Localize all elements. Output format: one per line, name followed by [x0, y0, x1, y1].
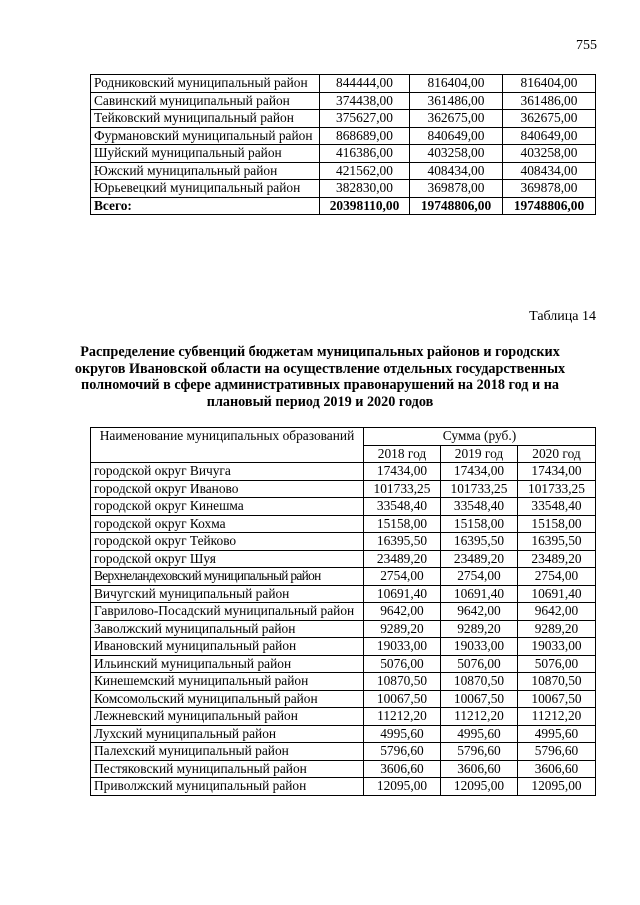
table-row — [91, 180, 596, 198]
value-2018: 844444,00 — [320, 75, 410, 93]
table-row — [91, 550, 596, 568]
value-2019: 19033,00 — [441, 638, 518, 656]
value-2019: 17434,00 — [441, 463, 518, 481]
row-name: Ивановский муниципальный район — [91, 638, 364, 656]
row-name: Савинский муниципальный район — [91, 92, 320, 110]
row-name: Южский муниципальный район — [91, 162, 320, 180]
value-2020: 369878,00 — [503, 180, 596, 198]
header-year-2018: 2018 год — [364, 445, 441, 463]
value-2020: 23489,20 — [518, 550, 596, 568]
value-2018: 382830,00 — [320, 180, 410, 198]
table-row — [91, 690, 596, 708]
value-2018: 17434,00 — [364, 463, 441, 481]
value-2020: 11212,20 — [518, 708, 596, 726]
value-2019: 5076,00 — [441, 655, 518, 673]
table-row — [91, 778, 596, 796]
value-2018: 23489,20 — [364, 550, 441, 568]
value-2020: 5796,60 — [518, 743, 596, 761]
value-2018: 5076,00 — [364, 655, 441, 673]
value-2019: 816404,00 — [410, 75, 503, 93]
table-row — [91, 620, 596, 638]
value-2018: 33548,40 — [364, 498, 441, 516]
table-body — [91, 75, 596, 198]
table-body — [91, 463, 596, 796]
value-2019: 101733,25 — [441, 480, 518, 498]
value-2019: 10691,40 — [441, 585, 518, 603]
value-2018: 416386,00 — [320, 145, 410, 163]
row-name: Кинешемский муниципальный район — [91, 673, 364, 691]
value-2019: 16395,50 — [441, 533, 518, 551]
value-2018: 10870,50 — [364, 673, 441, 691]
table-row — [91, 533, 596, 551]
value-2018: 2754,00 — [364, 568, 441, 586]
value-2018: 101733,25 — [364, 480, 441, 498]
value-2018: 11212,20 — [364, 708, 441, 726]
value-2019: 362675,00 — [410, 110, 503, 128]
value-2020: 101733,25 — [518, 480, 596, 498]
value-2020: 12095,00 — [518, 778, 596, 796]
value-2019: 10067,50 — [441, 690, 518, 708]
total-row — [91, 197, 596, 215]
value-2019: 408434,00 — [410, 162, 503, 180]
header-name-column: Наименование муниципальных образований — [91, 428, 364, 463]
value-2020: 33548,40 — [518, 498, 596, 516]
value-2020: 840649,00 — [503, 127, 596, 145]
row-name: Юрьевецкий муниципальный район — [91, 180, 320, 198]
row-name: городской округ Тейково — [91, 533, 364, 551]
table-row — [91, 725, 596, 743]
value-2018: 3606,60 — [364, 760, 441, 778]
row-name: Палехский муниципальный район — [91, 743, 364, 761]
table-row — [91, 75, 596, 93]
page-number: 755 — [576, 38, 597, 53]
value-2018: 10691,40 — [364, 585, 441, 603]
table-row — [91, 145, 596, 163]
row-name: городской округ Кинешма — [91, 498, 364, 516]
row-name: Вичугский муниципальный район — [91, 585, 364, 603]
value-2019: 3606,60 — [441, 760, 518, 778]
value-2019: 11212,20 — [441, 708, 518, 726]
value-2018: 868689,00 — [320, 127, 410, 145]
value-2020: 10870,50 — [518, 673, 596, 691]
value-2019: 9289,20 — [441, 620, 518, 638]
value-2020: 2754,00 — [518, 568, 596, 586]
value-2019: 4995,60 — [441, 725, 518, 743]
table-row — [91, 498, 596, 516]
header-year-2019: 2019 год — [441, 445, 518, 463]
value-2020: 5076,00 — [518, 655, 596, 673]
row-name: Лежневский муниципальный район — [91, 708, 364, 726]
table-14 — [90, 427, 596, 796]
table-row — [91, 463, 596, 481]
value-2020: 9289,20 — [518, 620, 596, 638]
total-label: Всего: — [91, 197, 320, 215]
value-2019: 33548,40 — [441, 498, 518, 516]
value-2020: 16395,50 — [518, 533, 596, 551]
row-name: Заволжский муниципальный район — [91, 620, 364, 638]
row-name: Пестяковский муниципальный район — [91, 760, 364, 778]
value-2018: 15158,00 — [364, 515, 441, 533]
row-name: Комсомольский муниципальный район — [91, 690, 364, 708]
row-name: Фурмановский муниципальный район — [91, 127, 320, 145]
value-2019: 12095,00 — [441, 778, 518, 796]
total-2018: 20398110,00 — [320, 197, 410, 215]
value-2018: 9642,00 — [364, 603, 441, 621]
value-2019: 840649,00 — [410, 127, 503, 145]
table-row — [91, 110, 596, 128]
value-2018: 16395,50 — [364, 533, 441, 551]
value-2020: 9642,00 — [518, 603, 596, 621]
row-name: Тейковский муниципальный район — [91, 110, 320, 128]
header-row-1 — [91, 428, 596, 446]
value-2019: 5796,60 — [441, 743, 518, 761]
header-sum-column: Сумма (руб.) — [364, 428, 596, 446]
value-2019: 15158,00 — [441, 515, 518, 533]
value-2019: 361486,00 — [410, 92, 503, 110]
table-row — [91, 603, 596, 621]
table-row — [91, 568, 596, 586]
value-2019: 369878,00 — [410, 180, 503, 198]
row-name: Ильинский муниципальный район — [91, 655, 364, 673]
value-2019: 2754,00 — [441, 568, 518, 586]
value-2020: 17434,00 — [518, 463, 596, 481]
value-2019: 10870,50 — [441, 673, 518, 691]
value-2018: 421562,00 — [320, 162, 410, 180]
row-name: Гаврилово-Посадский муниципальный район — [91, 603, 364, 621]
value-2020: 403258,00 — [503, 145, 596, 163]
value-2018: 10067,50 — [364, 690, 441, 708]
value-2020: 10691,40 — [518, 585, 596, 603]
total-2019: 19748806,00 — [410, 197, 503, 215]
value-2020: 15158,00 — [518, 515, 596, 533]
table-row — [91, 585, 596, 603]
row-name: Верхнеландеховский муниципальный район — [91, 568, 364, 586]
header-year-2020: 2020 год — [518, 445, 596, 463]
value-2020: 19033,00 — [518, 638, 596, 656]
value-2020: 362675,00 — [503, 110, 596, 128]
table-row — [91, 515, 596, 533]
value-2020: 408434,00 — [503, 162, 596, 180]
value-2018: 9289,20 — [364, 620, 441, 638]
row-name: городской округ Вичуга — [91, 463, 364, 481]
value-2018: 374438,00 — [320, 92, 410, 110]
table-row — [91, 743, 596, 761]
row-name: Шуйский муниципальный район — [91, 145, 320, 163]
table-title: Распределение субвенций бюджетам муниципальных районов и городских округов Ивановской области на осуществление отдельных государственных полномочий в сфере административных правонарушений на 2018 год и на плановый период 2019 и 2020 годов — [74, 344, 566, 410]
table-row — [91, 708, 596, 726]
value-2019: 403258,00 — [410, 145, 503, 163]
value-2020: 816404,00 — [503, 75, 596, 93]
value-2018: 12095,00 — [364, 778, 441, 796]
row-name: городской округ Иваново — [91, 480, 364, 498]
total-2020: 19748806,00 — [503, 197, 596, 215]
row-name: Приволжский муниципальный район — [91, 778, 364, 796]
table-caption-label: Таблица 14 — [529, 309, 596, 324]
value-2020: 10067,50 — [518, 690, 596, 708]
value-2018: 375627,00 — [320, 110, 410, 128]
value-2018: 4995,60 — [364, 725, 441, 743]
value-2019: 9642,00 — [441, 603, 518, 621]
table-row — [91, 638, 596, 656]
row-name: городской округ Шуя — [91, 550, 364, 568]
table-row — [91, 760, 596, 778]
table-row — [91, 673, 596, 691]
table-row — [91, 92, 596, 110]
table-row — [91, 127, 596, 145]
table-districts-continued — [90, 74, 596, 215]
value-2018: 19033,00 — [364, 638, 441, 656]
value-2020: 4995,60 — [518, 725, 596, 743]
value-2018: 5796,60 — [364, 743, 441, 761]
value-2020: 3606,60 — [518, 760, 596, 778]
row-name: городской округ Кохма — [91, 515, 364, 533]
table-row — [91, 480, 596, 498]
row-name: Лухский муниципальный район — [91, 725, 364, 743]
table-row — [91, 655, 596, 673]
row-name: Родниковский муниципальный район — [91, 75, 320, 93]
value-2019: 23489,20 — [441, 550, 518, 568]
table-row — [91, 162, 596, 180]
value-2020: 361486,00 — [503, 92, 596, 110]
